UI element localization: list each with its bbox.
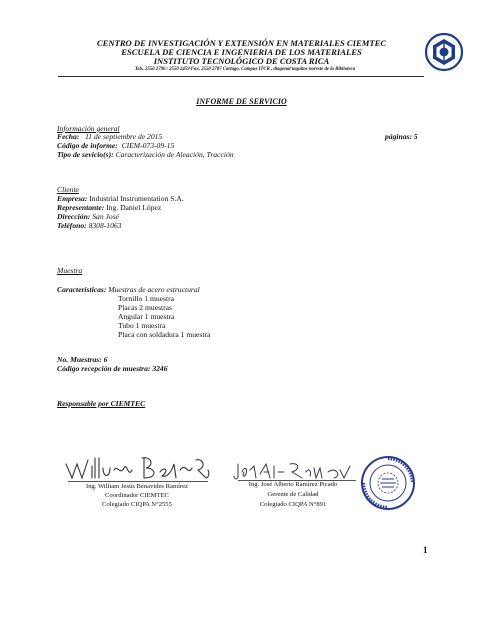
empresa-label: Empresa:	[57, 194, 88, 203]
header-line-2: ESCUELA DE CIENCIA E INGENIERIA DE LOS MATERIALES	[121, 47, 362, 57]
signer-2-colegiado: Colegiado CIQPA N°891	[259, 501, 327, 508]
codigo-recepcion: Código recepción de muestra: 3246	[57, 364, 168, 373]
representante-row	[57, 203, 161, 212]
no-muestras: No. Muestras: 6	[57, 355, 108, 364]
caracteristicas-label: Características:	[57, 285, 107, 294]
header-divider	[58, 76, 424, 77]
telefono-row	[57, 221, 121, 230]
tipo-row	[57, 150, 234, 159]
muestra-item: Placas 2 muestras	[118, 303, 172, 312]
muestra-heading: Muestra	[57, 266, 83, 275]
general-heading: Información general	[57, 124, 120, 133]
muestra-item: Tornillo 1 muestra	[118, 294, 174, 303]
signer-1-colegiado: Colegiado CIQPA N°2555	[102, 501, 172, 508]
header-address: Tels. 2550 2796 / 2550 2459 Fax. 2550 2707 Cartago, Campus ITCR , diagonal taquitos noreste de la Biblioteca	[134, 67, 356, 72]
fecha-label: Fecha:	[57, 132, 80, 141]
direccion-row	[57, 212, 119, 221]
signature-1-icon	[62, 452, 212, 484]
header-line-1: CENTRO DE INVESTIGACIÓN Y EXTENSIÓN EN MATERIALES CIEMTEC	[96, 38, 387, 48]
muestra-item: Tubo 1 muestra	[118, 321, 166, 330]
codigo-row	[57, 141, 174, 150]
codigo-value: CIEM-073-09-15	[121, 141, 175, 150]
paginas-label: páginas: 5	[385, 132, 418, 141]
empresa-row	[57, 194, 184, 203]
telefono-value: 8308-1063	[88, 221, 122, 230]
page-title: INFORME DE SERVICIO	[196, 97, 287, 106]
empresa-value: Industrial Instrumentation S.A.	[89, 194, 184, 203]
responsable-heading: Responsable por CIEMTEC	[57, 399, 146, 408]
fecha-value: 11 de septiembre de 2015	[85, 132, 163, 141]
header-line-3: INSTITUTO TECNOLÓGICO DE COSTA RICA	[153, 56, 330, 66]
signer-1-role: Coordinador CIEMTEC	[105, 492, 169, 499]
fecha-row	[57, 132, 162, 141]
direccion-label: Dirección:	[57, 212, 91, 221]
ciemtec-logo-icon	[424, 32, 464, 72]
cliente-heading: Cliente	[57, 185, 79, 194]
tipo-label: Tipo de sevicio(s):	[57, 150, 114, 159]
codigo-label: Código de informe:	[57, 141, 118, 150]
signer-2-role: Gerente de Calidad	[267, 491, 319, 498]
signer-1-name: Ing. William Jesús Benavides Ramírez	[86, 483, 188, 490]
signer-2-name: Ing. José Alberto Ramírez Picado	[248, 481, 338, 488]
caracteristicas-value: Muestras de acero estructural	[108, 285, 200, 294]
representante-label: Representante:	[57, 203, 105, 212]
direccion-value: San José	[92, 212, 120, 221]
tipo-value: Caracterización de Aleación, Tracción	[115, 150, 234, 159]
telefono-label: Teléfono:	[57, 221, 87, 230]
stamp-icon	[360, 455, 416, 511]
muestra-item: Angular 1 muestra	[118, 312, 175, 321]
representante-value: Ing. Daniel López	[106, 203, 162, 212]
muestra-item: Placa con soldadura 1 muestra	[118, 330, 211, 339]
page-number: 1	[423, 545, 428, 555]
signature-line-1	[68, 481, 208, 482]
caracteristicas-row	[57, 285, 200, 294]
